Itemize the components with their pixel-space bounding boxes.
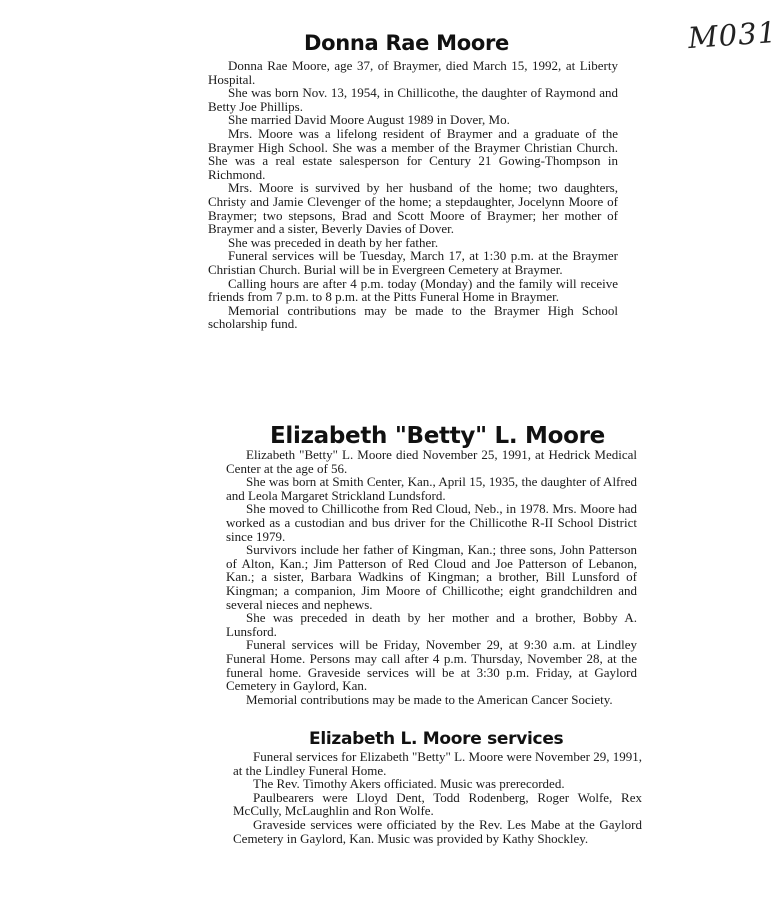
- obituary-paragraph: She married David Moore August 1989 in Dover, Mo.: [228, 112, 510, 128]
- services-paragraph: Funeral services for Elizabeth "Betty" L. Moore were November 29, 1991, at the Lindley Funeral Home.: [233, 749, 642, 778]
- services-notice-title: Elizabeth L. Moore services: [309, 729, 564, 749]
- obituary-paragraph: Elizabeth "Betty" L. Moore died November 25, 1991, at Hedrick Medical Center at the age of 56.: [226, 447, 637, 476]
- obituary-paragraph: Donna Rae Moore, age 37, of Braymer, died March 15, 1992, at Liberty Hospital.: [208, 58, 618, 87]
- obituary-body-donna-rae-moore: [208, 59, 618, 331]
- services-paragraph: Graveside services were officiated by the Rev. Les Mabe at the Gaylord Cemetery in Gaylord, Kan. Music was provided by Kathy Shockley.: [233, 816, 642, 846]
- obituary-paragraph: She was preceded in death by her mother and a brother, Bobby A. Lunsford.: [226, 610, 637, 639]
- obituary-title-elizabeth-betty-moore: Elizabeth "Betty" L. Moore: [270, 423, 605, 449]
- obituary-title-donna-rae-moore: Donna Rae Moore: [304, 31, 509, 55]
- clipping-reference-number: M031: [686, 14, 778, 56]
- services-notice-body: [233, 750, 642, 845]
- obituary-paragraph: She was born Nov. 13, 1954, in Chillicothe, the daughter of Raymond and Betty Joe Phillips.: [208, 85, 618, 114]
- obituary-paragraph: She moved to Chillicothe from Red Cloud, Neb., in 1978. Mrs. Moore had worked as a custodian and bus driver for the Chillicothe R-II School District since 1979.: [226, 501, 637, 544]
- obituary-paragraph: She was preceded in death by her father.: [228, 234, 439, 250]
- obituary-paragraph: Survivors include her father of Kingman, Kan.; three sons, John Patterson of Alton, Kan.; Jim Patterson of Red Cloud and Joe Patterson of Lebanon, Kan.; a sister, Barbara Wadkins of Kingman; a brother, Bill Lunsford of Kingman; a companion, Jim Moore of Chillicothe; eight grandchildren and several nieces and nephews.: [226, 542, 637, 612]
- obituary-paragraph: Calling hours are after 4 p.m. today (Monday) and the family will receive friends from 7 p.m. to 8 p.m. at the Pitts Funeral Home in Braymer.: [208, 275, 618, 305]
- obituary-paragraph: Funeral services will be Tuesday, March 17, at 1:30 p.m. at the Braymer Christian Church. Burial will be in Evergreen Cemetery at Braymer.: [208, 248, 618, 277]
- obituary-paragraph: She was born at Smith Center, Kan., April 15, 1935, the daughter of Alfred and Leola Margaret Strickland Lundsford.: [226, 474, 637, 503]
- obituary-paragraph: Memorial contributions may be made to the Braymer High School scholarship fund.: [208, 302, 618, 332]
- obituary-paragraph: Memorial contributions may be made to the American Cancer Society.: [246, 691, 613, 707]
- obituary-paragraph: Mrs. Moore is survived by her husband of the home; two daughters, Christy and Jamie Clevenger of the home; a stepdaughter, Jocelynn Moore of Braymer; two stepsons, Brad and Scott Moore of Braymer; her mother of Braymer and a sister, Beverly Davies of Dover.: [208, 180, 618, 237]
- obituary-body-elizabeth-betty-moore: [226, 448, 637, 706]
- services-paragraph: Paulbearers were Lloyd Dent, Todd Rodenberg, Roger Wolfe, Rex McCully, McLaughlin and Ron Wolfe.: [233, 789, 642, 819]
- obituary-paragraph: Funeral services will be Friday, November 29, at 9:30 a.m. at Lindley Funeral Home. Persons may call after 4 p.m. Thursday, November 28, at the funeral home. Graveside services will be at 3:30 p.m. Friday, at Gaylord Cemetery in Gaylord, Kan.: [226, 637, 637, 694]
- services-paragraph: The Rev. Timothy Akers officiated. Music was prerecorded.: [253, 776, 565, 792]
- obituary-paragraph: Mrs. Moore was a lifelong resident of Braymer and a graduate of the Braymer High School. She was a member of the Braymer Christian Church. She was a real estate salesperson for Century 21 Gowing-Thompson in Richmond.: [208, 125, 618, 182]
